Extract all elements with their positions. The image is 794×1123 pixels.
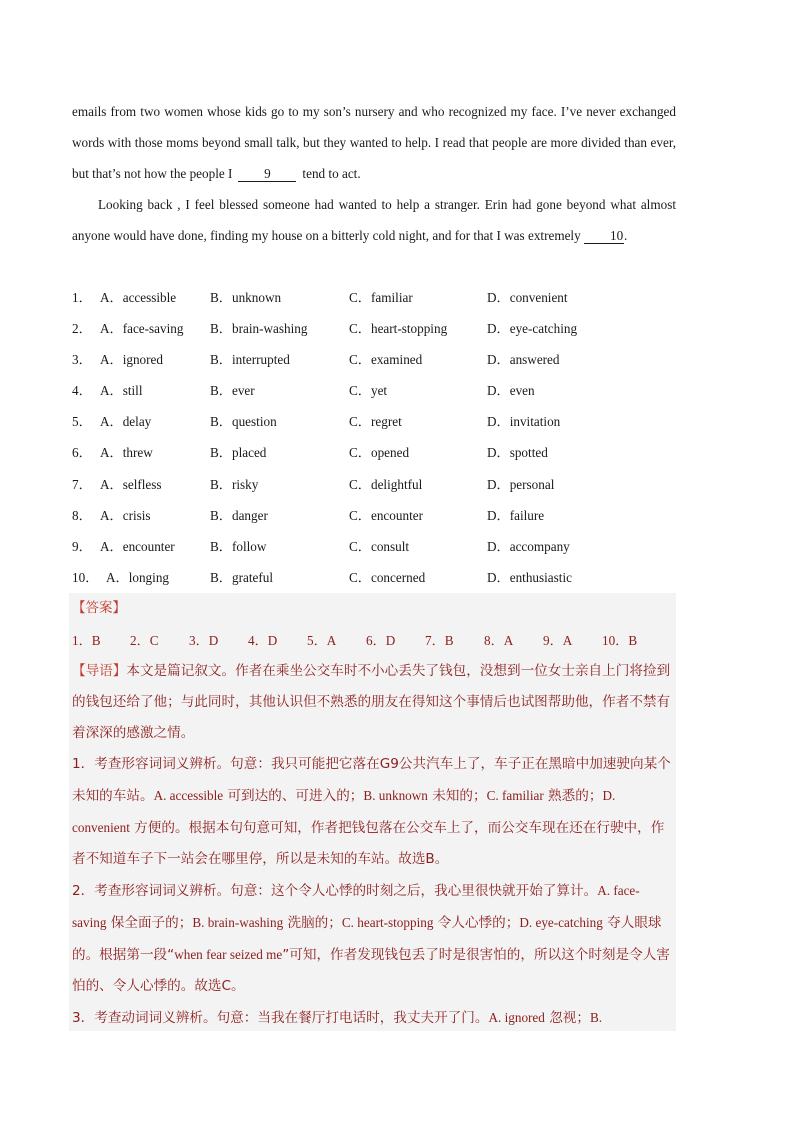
explanation-text: 夺人眼球的。根据第一段“ (72, 915, 662, 963)
question-number: 4． (72, 383, 92, 399)
option-term: D. convenient (72, 788, 616, 835)
option-d: D．answered (487, 352, 560, 368)
option-b: B．question (210, 414, 277, 430)
option-d: D．accompany (487, 538, 570, 554)
option-c: C．heart-stopping (349, 321, 448, 337)
option-b: B．placed (210, 445, 267, 461)
option-term: C. familiar (486, 788, 544, 803)
question-number: 3． (72, 352, 92, 368)
option-b: B．danger (210, 507, 268, 523)
option-d: D．invitation (487, 414, 561, 430)
intro-text: 本文是篇记叙文。作者在乘坐公交车时不小心丢失了钱包，没想到一位女士亲自上门将捡到的钱包还给了他；与此同时，其他认识但不熟悉的朋友在得知这个事情后也试图帮助他，作者不禁有着深深的感激之情。 (72, 663, 671, 741)
option-term: B. (589, 1010, 603, 1025)
option-c: C．familiar (349, 290, 413, 305)
option-c: C．yet (349, 383, 388, 399)
question-number: 6． (72, 445, 92, 461)
option-a: A．crisis (100, 507, 151, 523)
explanation-text: 保全面子的； (106, 915, 193, 931)
option-b: B．brain-washing (210, 321, 308, 337)
intro-paragraph (72, 656, 674, 749)
option-b: B．follow (210, 538, 267, 554)
question-number: 5． (72, 414, 92, 430)
option-term: B. brain-washing (192, 915, 284, 930)
answer-heading: 【答案】 (72, 600, 126, 616)
answer-key: 5．A (307, 633, 337, 648)
explanation-text: 忽视； (544, 1010, 590, 1026)
option-a: A．longing (106, 569, 170, 585)
option-d: D．convenient (487, 290, 568, 305)
passage-period: . (624, 228, 628, 243)
quoted-text: when fear seized me (174, 947, 283, 962)
option-d: D．personal (487, 476, 555, 492)
answer-key: 10．B (602, 633, 638, 648)
passage-paragraph-2 (72, 189, 676, 251)
explanation-text: 2．考查形容词词义辨析。句意：这个令人心悸的时刻之后，我心里很快就开始了算计。 (72, 883, 598, 899)
explanation-text: 未知的； (427, 788, 487, 804)
explanation-text: 熟悉的； (543, 788, 603, 804)
intro-heading: 【导语】 (72, 663, 127, 679)
question-number: 7． (72, 476, 92, 492)
question-options (72, 282, 676, 593)
option-term: A. accessible (153, 788, 224, 803)
option-c: C．consult (349, 538, 410, 554)
option-term: B. unknown (363, 788, 428, 803)
option-a: A．still (100, 383, 143, 399)
answer-key: 2．C (130, 633, 159, 648)
option-d: D．even (487, 383, 535, 399)
answer-key: 6．D (366, 633, 396, 648)
option-a: A．ignored (100, 352, 163, 368)
option-c: C．encounter (349, 507, 423, 523)
option-d: D．spotted (487, 445, 548, 461)
passage-line: tend to act. (302, 166, 361, 181)
option-a: A．delay (100, 414, 152, 430)
explanation-text: 方便的。根据本句句意可知，作者把钱包落在公交车上了，而公交车现在还在行驶中，作者不知道车子下一站会在哪里停，所以是未知的车站。故选B。 (72, 820, 665, 867)
passage-line: divided than ever, but that’s not how the people I (72, 135, 676, 181)
explanation-text: 1．考查形容词词义辨析。句意：我只可能把它落在G9公共汽车上了，车子正在黑暗中加速驶向某个未知的车站。 (72, 756, 671, 804)
answer-key: 1．B (72, 633, 101, 648)
explanation-text: 3．考查动词词义辨析。句意：当我在餐厅打电话时，我丈夫开了门。 (72, 1010, 489, 1026)
question-row (72, 500, 676, 531)
option-a: A．accessible (100, 290, 177, 305)
option-d: D．eye-catching (487, 321, 578, 337)
answer-key: 7．B (425, 633, 454, 648)
option-a: A．face-saving (100, 321, 184, 337)
answer-key: 3．D (189, 633, 219, 648)
option-c: C．concerned (349, 569, 426, 585)
explanation-2 (72, 875, 674, 1002)
option-a: A．encounter (100, 538, 175, 554)
passage-line: exchanged words with those moms beyond small talk, but they wanted to help. I read that people are more (72, 104, 677, 150)
option-b: B．grateful (210, 569, 273, 585)
option-c: C．examined (349, 352, 423, 368)
option-term: C. heart-stopping (341, 915, 434, 930)
explanation-text: ”可知，作者发现钱包丢了时是很害怕的，所以这个时刻是令人害怕的、令人心悸的。故选C。 (72, 947, 670, 994)
option-d: D．failure (487, 507, 545, 523)
option-b: B．interrupted (210, 352, 290, 368)
option-b: B．unknown (210, 290, 282, 305)
question-row (72, 282, 676, 313)
answer-keys (72, 625, 674, 656)
option-term: D. eye-catching (519, 915, 603, 930)
question-number: 2． (72, 321, 92, 337)
question-number: 8． (72, 507, 92, 523)
option-d: D．enthusiastic (487, 569, 572, 585)
question-number: 10． (72, 569, 99, 585)
blank-10: 10 (584, 228, 624, 244)
answer-key: 4．D (248, 633, 278, 648)
option-term: A. ignored (488, 1010, 545, 1025)
explanation-1 (72, 749, 674, 875)
question-row (72, 406, 676, 437)
question-row (72, 437, 676, 468)
passage-paragraph-1 (72, 96, 676, 189)
explanation-text: 洗脑的； (283, 915, 342, 931)
option-a: A．threw (100, 445, 153, 461)
answer-block (69, 593, 676, 1031)
question-row (72, 344, 676, 375)
option-term: A. face-saving (72, 883, 640, 930)
question-number: 9． (72, 538, 92, 554)
passage-line: Looking back , I feel blessed someone had wanted to help a stranger. Erin had gone beyond what almost anyone would have done, finding my house on a bitterly cold night, and for that I was extremely (72, 197, 676, 243)
answer-content (72, 593, 674, 1034)
option-b: B．risky (210, 476, 259, 492)
explanation-3 (72, 1002, 674, 1034)
answer-key: 8．A (484, 633, 514, 648)
question-row (72, 531, 676, 562)
question-row (72, 375, 676, 406)
explanation-text: 可到达的、可进入的； (223, 788, 364, 804)
option-b: B．ever (210, 383, 255, 399)
question-row (72, 469, 676, 500)
question-row (72, 562, 676, 593)
answer-key: 9．A (543, 633, 573, 648)
question-number: 1． (72, 290, 92, 305)
option-c: C．delightful (349, 476, 423, 492)
option-c: C．opened (349, 445, 410, 461)
explanation-text: 令人心悸的； (433, 915, 520, 931)
blank-9: 9 (238, 166, 296, 182)
option-a: A．selfless (100, 476, 162, 492)
option-c: C．regret (349, 414, 402, 430)
question-row (72, 313, 676, 344)
passage (72, 96, 676, 251)
passage-line: emails from two women whose kids go to my son’s nursery and who recognized my face. I’ve never (72, 104, 616, 119)
